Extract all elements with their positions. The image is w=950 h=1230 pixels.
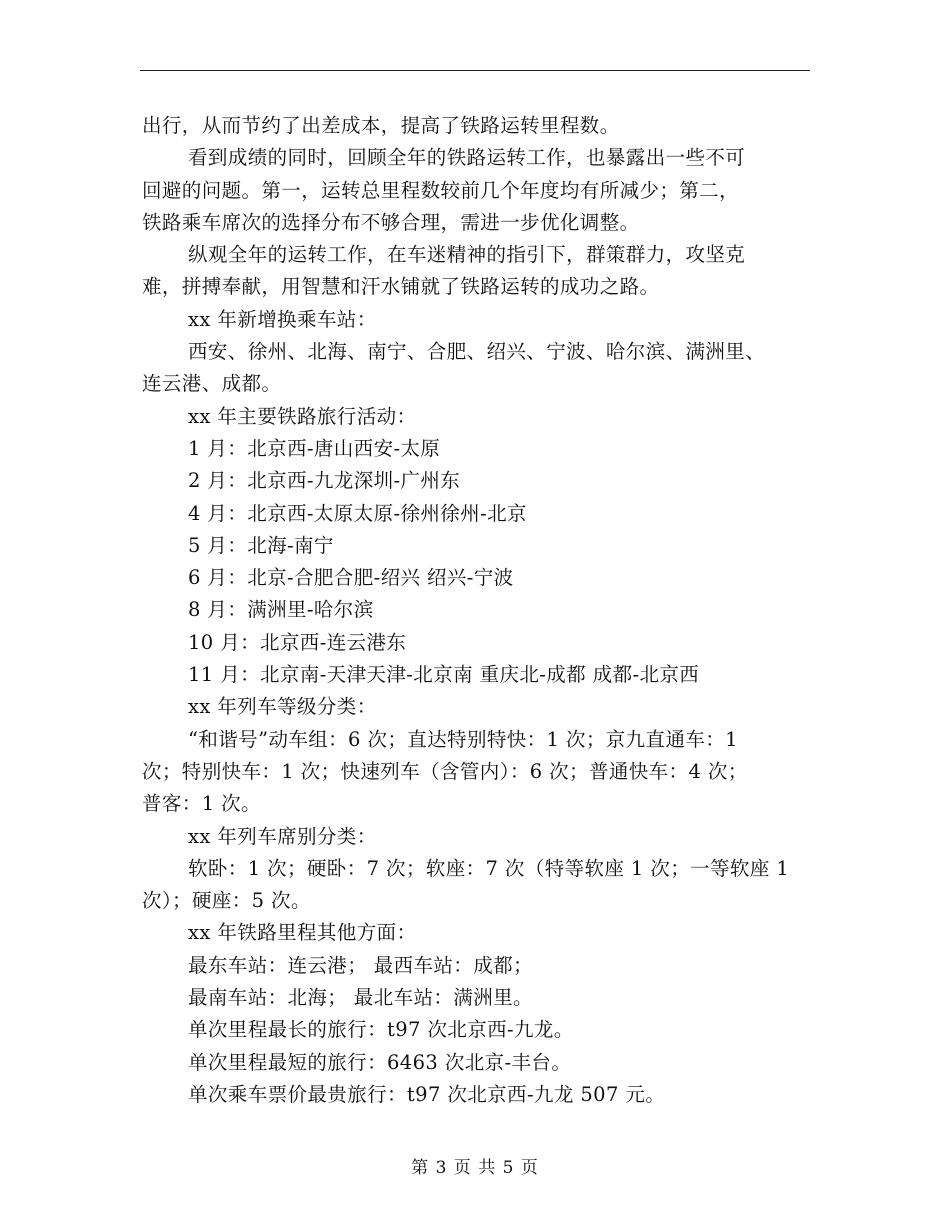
list-item: 最东车站：连云港； 最西车站：成都； xyxy=(188,953,533,977)
list-item: 4 月：北京西-太原太原-徐州徐州-北京 xyxy=(188,501,527,525)
section-heading: xx 年列车等级分类： xyxy=(188,695,377,719)
header-rule xyxy=(140,70,810,71)
section-heading: xx 年新增换乘车站： xyxy=(188,307,377,331)
list-item: 8 月：满洲里-哈尔滨 xyxy=(188,598,374,622)
list-item: 10 月：北京西-连云港东 xyxy=(188,630,407,654)
text-line: 次；特别快车：1 次；快速列车（含管内）：6 次；普通快车：4 次； xyxy=(142,759,748,783)
text-line: 次）；硬座：5 次。 xyxy=(142,889,311,913)
section-heading: xx 年主要铁路旅行活动： xyxy=(188,404,417,428)
list-item: 单次里程最短的旅行：6463 次北京-丰台。 xyxy=(188,1050,572,1074)
text-line: 铁路乘车席次的选择分布不够合理，需进一步优化调整。 xyxy=(142,210,640,234)
list-item: 单次里程最长的旅行：t97 次北京西-九龙。 xyxy=(188,1018,574,1042)
list-item: 11 月：北京南-天津天津-北京南 重庆北-成都 成都-北京西 xyxy=(188,663,700,687)
text-line: 西安、徐州、北海、南宁、合肥、绍兴、宁波、哈尔滨、满洲里、 xyxy=(188,340,766,364)
text-line: 回避的问题。第一，运转总里程数较前几个年度均有所减少；第二， xyxy=(142,178,740,202)
text-line: 难，拼搏奉献，用智慧和汗水铺就了铁路运转的成功之路。 xyxy=(142,275,660,299)
list-item: 6 月：北京-合肥合肥-绍兴 绍兴-宁波 xyxy=(188,566,514,590)
text-line: 纵观全年的运转工作，在车迷精神的指引下，群策群力，攻坚克 xyxy=(188,243,746,267)
list-item: 单次乘车票价最贵旅行：t97 次北京西-九龙 507 元。 xyxy=(188,1082,666,1106)
list-item: 2 月：北京西-九龙深圳-广州东 xyxy=(188,469,461,493)
text-line: 出行，从而节约了出差成本，提高了铁路运转里程数。 xyxy=(142,114,620,137)
list-item: 1 月：北京西-唐山西安-太原 xyxy=(188,436,441,460)
text-line: “和谐号”动车组：6 次；直达特别特快：1 次；京九直通车：1 xyxy=(188,727,738,751)
text-line: 普客：1 次。 xyxy=(142,792,261,816)
page-number-footer: 第 3 页 共 5 页 xyxy=(411,1158,539,1178)
list-item: 5 月：北海-南宁 xyxy=(188,533,334,557)
text-line: 软卧：1 次；硬卧：7 次；软座：7 次（特等软座 1 次；一等软座 1 xyxy=(188,856,790,880)
list-item: 最南车站：北海； 最北车站：满洲里。 xyxy=(188,986,533,1010)
text-line: 连云港、成都。 xyxy=(142,372,282,396)
text-line: 看到成绩的同时，回顾全年的铁路运转工作，也暴露出一些不可 xyxy=(188,146,746,170)
document-body xyxy=(142,110,810,1111)
section-heading: xx 年列车席别分类： xyxy=(188,824,377,848)
section-heading: xx 年铁路里程其他方面： xyxy=(188,921,417,945)
